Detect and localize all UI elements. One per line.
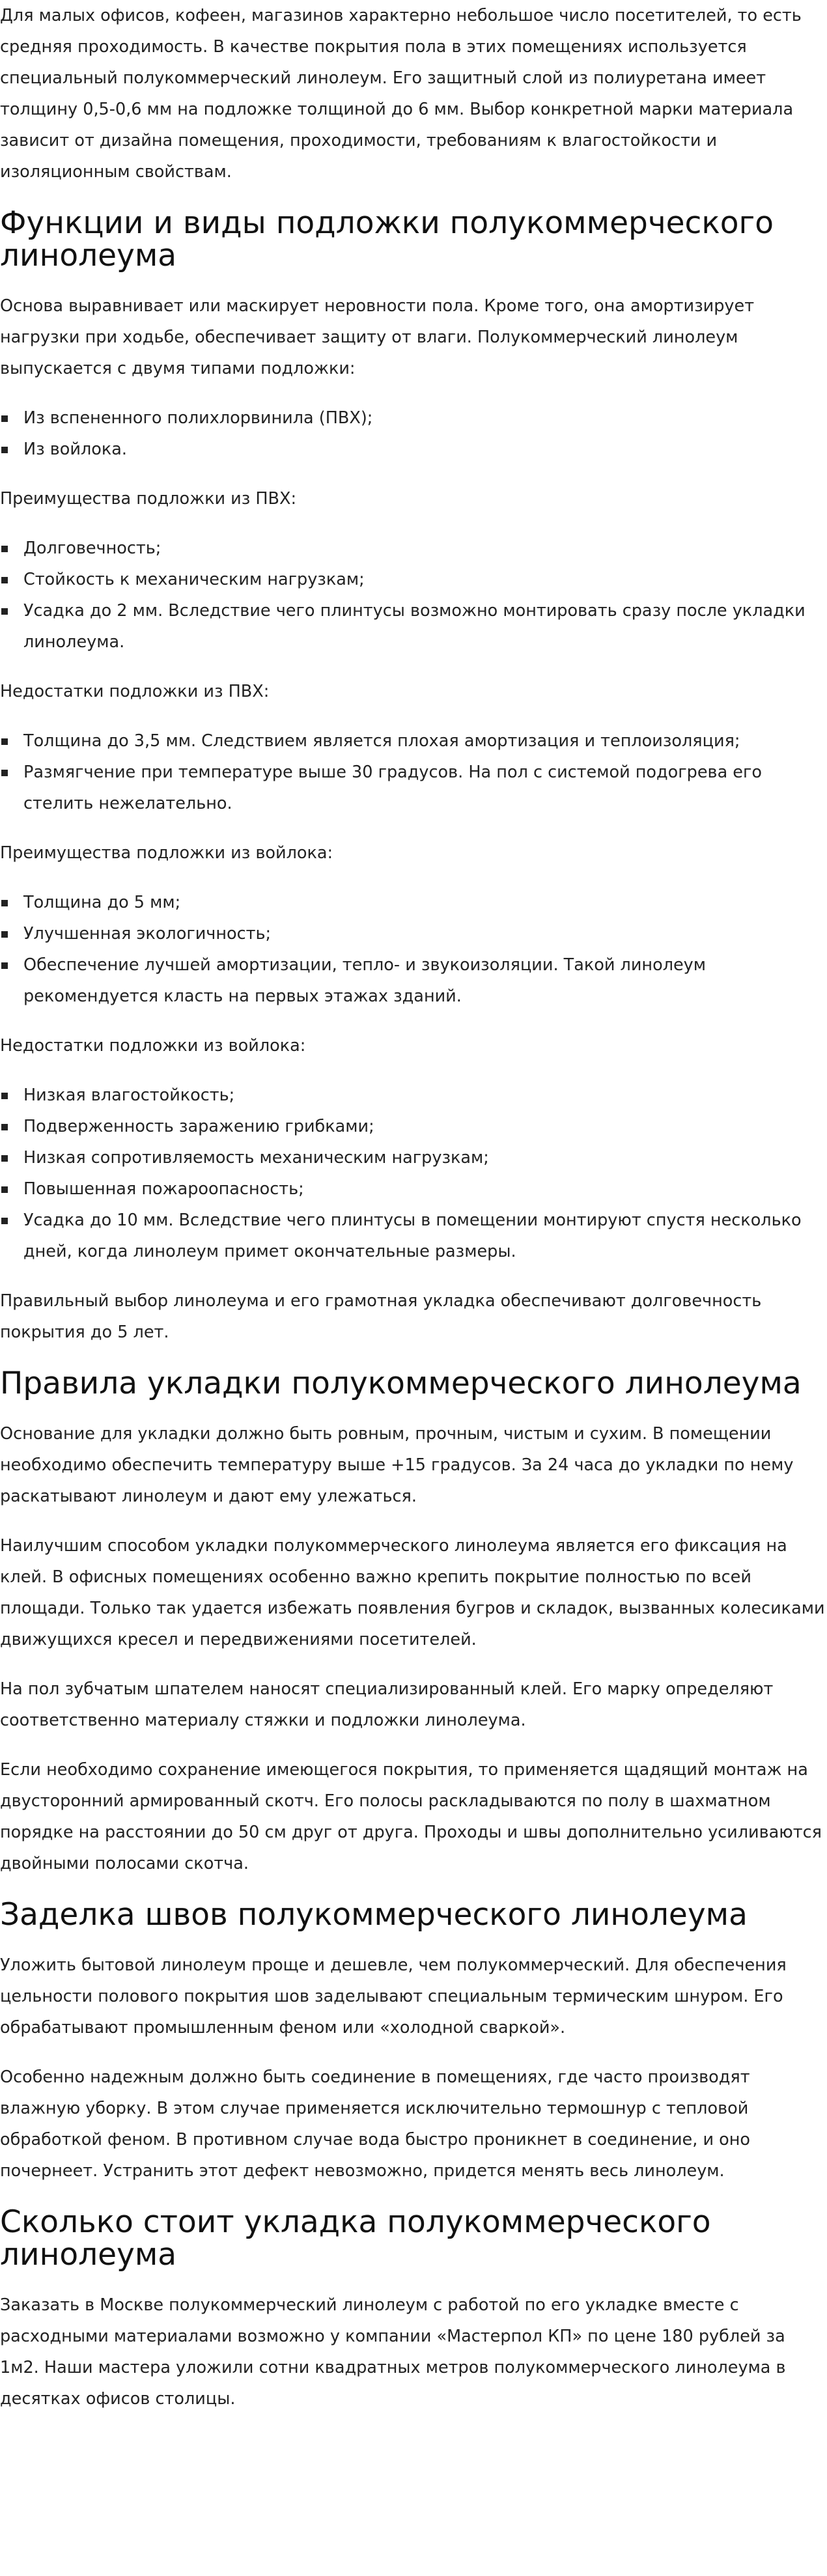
conclusion-paragraph: Правильный выбор линолеума и его грамотная укладка обеспечивают долговечность покрытия до 5 лет. bbox=[0, 1291, 762, 1342]
paragraph: Уложить бытовой линолеум проще и дешевле, чем полукоммерческий. Для обеспечения цельности полового покрытия шов заделывают специальным термическим шнуром. Его обрабатывают промышленным феном или «холодной сваркой». bbox=[0, 1955, 787, 2037]
list-item: Низкая сопротивляемость механическим нагрузкам; bbox=[23, 1142, 827, 1173]
list-item: Долговечность; bbox=[23, 533, 827, 564]
section-heading-price: Сколько стоит укладка полукоммерческого линолеума bbox=[0, 2204, 711, 2273]
felt-cons-title: Недостатки подложки из войлока: bbox=[0, 1036, 306, 1056]
list-item: Размягчение при температуре выше 30 градусов. На пол с системой подогрева его стелить нежелательно. bbox=[23, 757, 827, 819]
list-item: Толщина до 5 мм; bbox=[23, 887, 827, 918]
felt-cons-list bbox=[0, 1080, 827, 1267]
felt-pros-title: Преимущества подложки из войлока: bbox=[0, 843, 333, 863]
list-item: Повышенная пожароопасность; bbox=[23, 1173, 827, 1205]
list-item: Усадка до 10 мм. Вследствие чего плинтусы в помещении монтируют спустя несколько дней, когда линолеум примет окончательные размеры. bbox=[23, 1205, 827, 1267]
underlay-types-list bbox=[0, 402, 827, 465]
paragraph: Основа выравнивает или маскирует неровности пола. Кроме того, она амортизирует нагрузки при ходьбе, обеспечивает защиту от влаги. Полукоммерческий линолеум выпускается с двумя типами подложки: bbox=[0, 296, 755, 378]
pvc-cons-list bbox=[0, 725, 827, 819]
pvc-cons-title: Недостатки подложки из ПВХ: bbox=[0, 682, 270, 701]
pvc-pros-title: Преимущества подложки из ПВХ: bbox=[0, 489, 297, 509]
list-item: Улучшенная экологичность; bbox=[23, 918, 827, 949]
list-item: Обеспечение лучшей амортизации, тепло- и звукоизоляции. Такой линолеум рекомендуется класть на первых этажах зданий. bbox=[23, 949, 827, 1012]
felt-pros-list bbox=[0, 887, 827, 1012]
list-item: Из вспененного полихлорвинила (ПВХ); bbox=[23, 402, 827, 434]
section-heading-underlay: Функции и виды подложки полукоммерческого линолеума bbox=[0, 205, 774, 273]
section-heading-seams: Заделка швов полукоммерческого линолеума bbox=[0, 1897, 748, 1933]
section-heading-installation: Правила укладки полукоммерческого линолеума bbox=[0, 1365, 802, 1401]
list-item: Усадка до 2 мм. Вследствие чего плинтусы возможно монтировать сразу после укладки линолеума. bbox=[23, 595, 827, 658]
paragraph: Наилучшим способом укладки полукоммерческого линолеума является его фиксация на клей. В офисных помещениях особенно важно крепить покрытие полностью по всей площади. Только так удается избежать появления бугров и складок, вызванных колесиками движущихся кресел и передвижениями посетителей. bbox=[0, 1536, 825, 1649]
intro-paragraph: Для малых офисов, кофеен, магазинов характерно небольшое число посетителей, то есть средняя проходимость. В качестве покрытия пола в этих помещениях используется специальный полукоммерческий линолеум. Его защитный слой из полиуретана имеет толщину 0,5-0,6 мм на подложке толщиной до 6 мм. Выбор конкретной марки материала зависит от дизайна помещения, проходимости, требованиям к влагостойкости и изоляционным свойствам. bbox=[0, 6, 802, 182]
list-item: Толщина до 3,5 мм. Следствием является плохая амортизация и теплоизоляция; bbox=[23, 725, 827, 757]
list-item: Стойкость к механическим нагрузкам; bbox=[23, 564, 827, 595]
pvc-pros-list bbox=[0, 533, 827, 658]
list-item: Подверженность заражению грибками; bbox=[23, 1111, 827, 1142]
paragraph: Особенно надежным должно быть соединение в помещениях, где часто производят влажную уборку. В этом случае применяется исключительно термошнур с тепловой обработкой феном. В противном случае вода быстро проникнет в соединение, и оно почернеет. Устранить этот дефект невозможно, придется менять весь линолеум. bbox=[0, 2067, 750, 2181]
paragraph: Основание для укладки должно быть ровным, прочным, чистым и сухим. В помещении необходимо обеспечить температуру выше +15 градусов. За 24 часа до укладки по нему раскатывают линолеум и дают ему улежаться. bbox=[0, 1424, 794, 1506]
paragraph: Если необходимо сохранение имеющегося покрытия, то применяется щадящий монтаж на двусторонний армированный скотч. Его полосы раскладываются по полу в шахматном порядке на расстоянии до 50 см друг от друга. Проходы и швы дополнительно усиливаются двойными полосами скотча. bbox=[0, 1760, 822, 1873]
paragraph: Заказать в Москве полукоммерческий линолеум с работой по его укладке вместе с расходными материалами возможно у компании «Мастерпол КП» по цене 180 рублей за 1м2. Наши мастера уложили сотни квадратных метров полукоммерческого линолеума в десятках офисов столицы. bbox=[0, 2295, 786, 2409]
list-item: Из войлока. bbox=[23, 434, 827, 465]
paragraph: На пол зубчатым шпателем наносят специализированный клей. Его марку определяют соответственно материалу стяжки и подложки линолеума. bbox=[0, 1679, 774, 1730]
list-item: Низкая влагостойкость; bbox=[23, 1080, 827, 1111]
